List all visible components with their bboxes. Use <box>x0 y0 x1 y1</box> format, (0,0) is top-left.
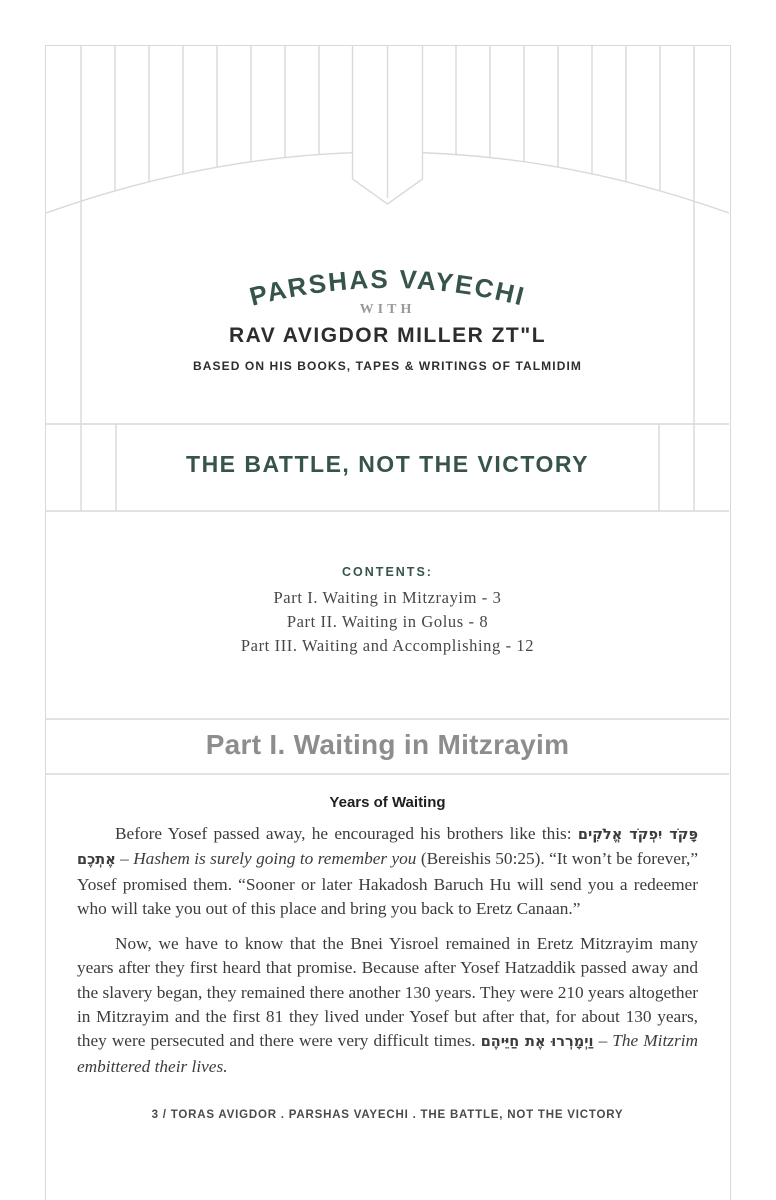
masthead-tagline: BASED ON HIS BOOKS, TAPES & WRITINGS OF TALMIDIM <box>192 359 583 373</box>
parsha-arc-title: PARSHAS VAYECHI <box>246 263 529 312</box>
text-segment: Now, we have to know that the Bnei Yisroel remained in Eretz Mitzrayim many years after they first heard that promise. Because after Yosef Hatzaddik passed away and the slavery began, they remained there another 130 years. They were 210 years altogether in Mitzrayim and the first 81 they lived under Yosef but after that, for about 130 years, they were persecuted and there were very difficult times. <box>77 934 698 1051</box>
body-paragraph <box>77 822 698 921</box>
contents-list <box>46 586 729 658</box>
contents-label: CONTENTS: <box>342 565 433 579</box>
hebrew-phrase: וַיְמָרְרוּ אֶת חַיֵּיהֶם <box>480 1034 594 1051</box>
masthead <box>46 46 729 521</box>
text-segment: The Mitzrim embittered their lives. <box>77 1031 698 1076</box>
text-segment: Hashem is surely going to remember you <box>133 849 417 869</box>
page-footer: 3 / TORAS AVIGDOR . PARSHAS VAYECHI . THE BATTLE, NOT THE VICTORY <box>151 1108 624 1121</box>
section-heading-band <box>46 718 729 775</box>
text-segment: (Bereishis 50:25). “It won’t be forever,” Yosef promised them. “Sooner or later Hakadosh Baruch Hu will send you a redeemer who will take you out of this place and bring you back to Eretz Canaan.” <box>77 849 698 918</box>
contents-entry: Part II. Waiting in Golus - 8 <box>286 612 489 631</box>
section-subheading: Years of Waiting <box>329 794 446 811</box>
with-label: WITH <box>359 302 416 317</box>
arch-decoration <box>46 46 729 521</box>
author-name: RAV AVIGDOR MILLER ZT"L <box>228 324 547 347</box>
body-copy <box>46 822 729 1079</box>
body-paragraph <box>77 932 698 1079</box>
section-heading: Part I. Waiting in Mitzrayim <box>205 729 570 760</box>
contents-entry: Part I. Waiting in Mitzrayim - 3 <box>273 588 502 607</box>
page-body <box>46 521 729 1121</box>
contents-entry: Part III. Waiting and Accomplishing - 12 <box>240 636 535 655</box>
booklet-page <box>45 45 731 1200</box>
pendant-banner <box>353 46 423 204</box>
text-segment: Before Yosef passed away, he encouraged his brothers like this: <box>115 824 578 843</box>
text-segment: – <box>593 1031 613 1051</box>
text-segment: – <box>115 849 134 869</box>
hebrew-phrase: פָּקֹד יִפְקֹד אֱלֹקִים אֶתְכֶם <box>77 827 699 869</box>
issue-title: THE BATTLE, NOT THE VICTORY <box>186 451 589 477</box>
